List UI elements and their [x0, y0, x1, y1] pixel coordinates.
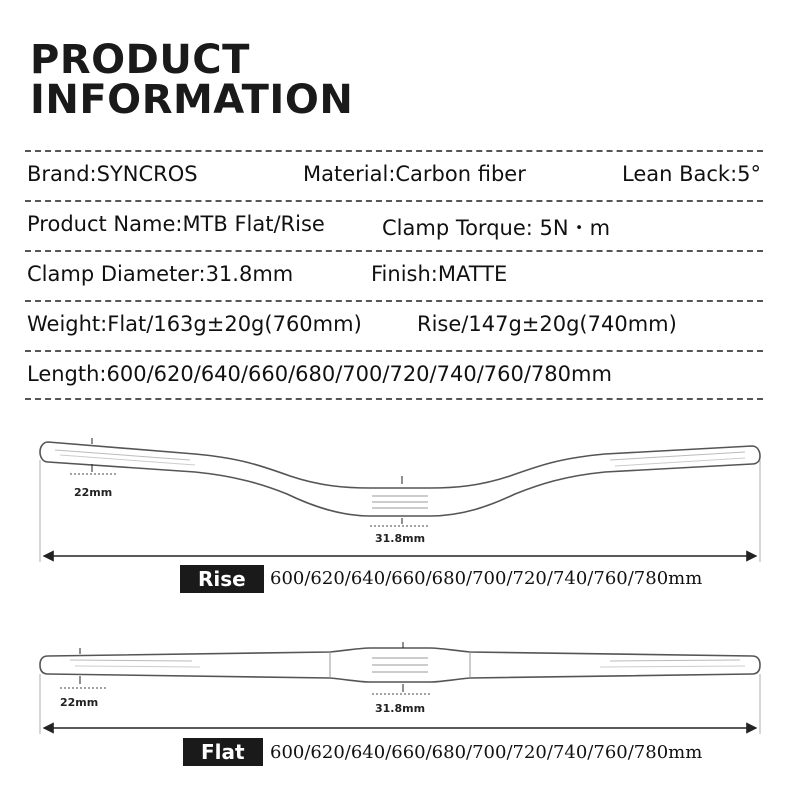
- spec-clamp-torque: Clamp Torque: 5N・m: [382, 216, 611, 240]
- flat-grip-diameter-label: 22mm: [60, 696, 99, 709]
- title-line-1: PRODUCT: [30, 37, 250, 83]
- spec-row-5: [25, 350, 765, 400]
- handlebar-drawings: [0, 420, 800, 800]
- rise-grip-diameter-label: 22mm: [74, 486, 113, 499]
- spec-material: Material:Carbon fiber: [303, 162, 526, 186]
- spec-lean-back: Lean Back:5°: [622, 162, 762, 186]
- spec-weight-flat: Weight:Flat/163g±20g(760mm): [27, 312, 362, 336]
- title-line-2: INFORMATION: [30, 77, 354, 123]
- flat-clamp-diameter-label: 31.8mm: [375, 702, 426, 715]
- spec-row-2: [25, 200, 765, 250]
- rise-clamp-diameter-label: 31.8mm: [375, 532, 426, 545]
- spec-clamp-diameter: Clamp Diameter:31.8mm: [27, 262, 294, 286]
- page-title: [30, 37, 354, 123]
- spec-length: Length:600/620/640/660/680/700/720/740/760/780mm: [27, 362, 612, 386]
- spec-row-3: [25, 250, 765, 300]
- spec-finish: Finish:MATTE: [371, 262, 508, 286]
- flat-badge: Flat: [183, 738, 263, 766]
- rise-badge: Rise: [180, 565, 264, 593]
- spec-row-4: [25, 300, 765, 350]
- spec-brand: Brand:SYNCROS: [27, 162, 198, 186]
- flat-bar-drawing: [40, 642, 760, 734]
- rise-lengths: 600/620/640/660/680/700/720/740/760/780mm: [270, 568, 703, 589]
- spec-weight-rise: Rise/147g±20g(740mm): [417, 312, 677, 336]
- spec-product-name: Product Name:MTB Flat/Rise: [27, 212, 325, 236]
- flat-lengths: 600/620/640/660/680/700/720/740/760/780mm: [270, 742, 703, 763]
- spec-row-1: [25, 150, 765, 200]
- divider: [25, 398, 763, 400]
